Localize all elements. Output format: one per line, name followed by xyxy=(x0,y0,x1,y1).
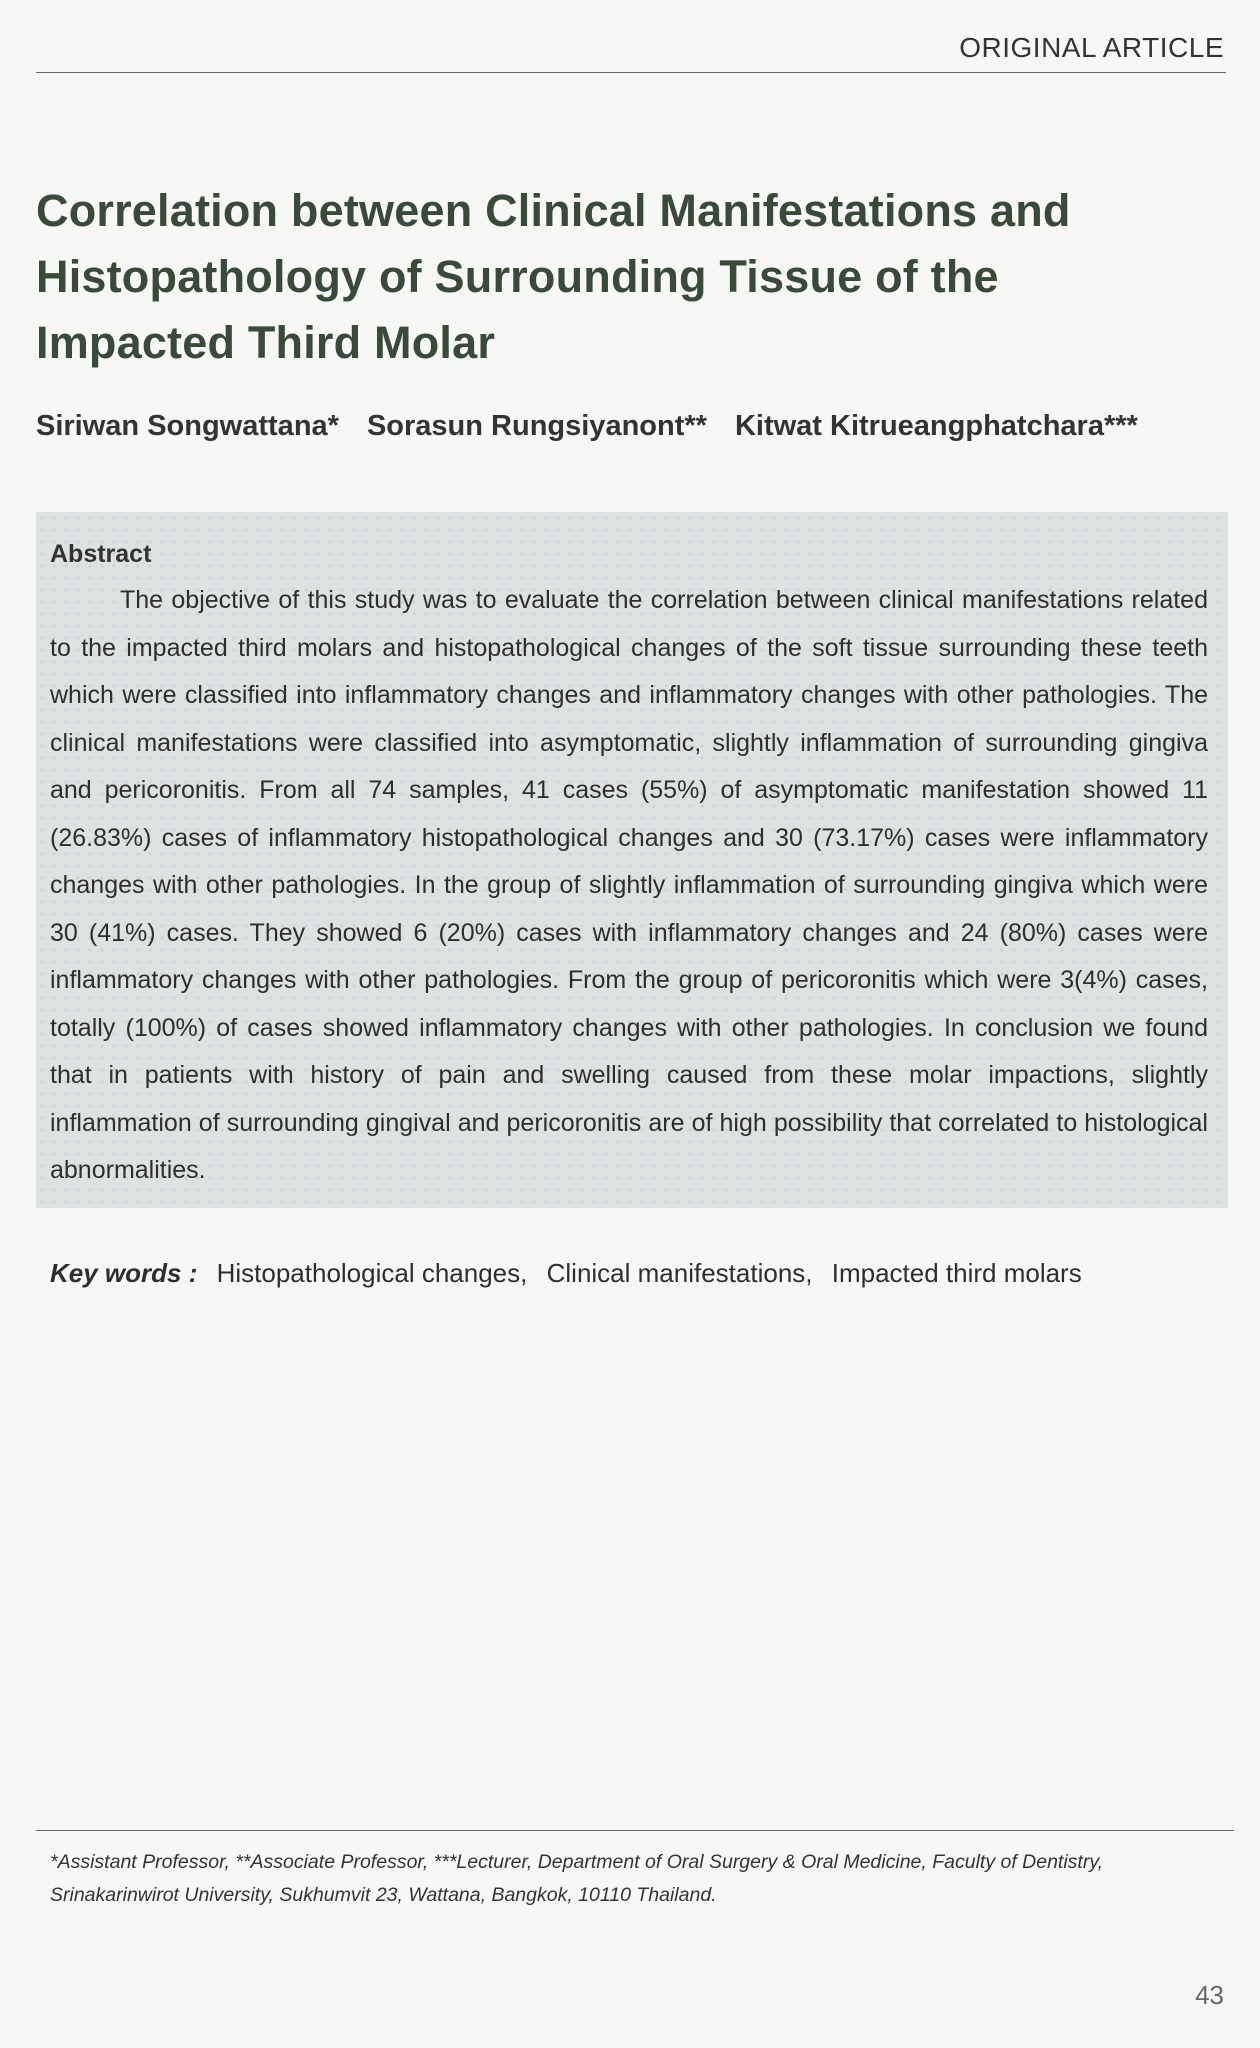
article-title: Correlation between Clinical Manifestations and Histopathology of Surrounding Tissue of the Impacted Third Molar xyxy=(36,185,1071,368)
author-name: Siriwan Songwattana* xyxy=(36,410,339,442)
abstract-box xyxy=(36,512,1228,1208)
footnote-divider xyxy=(36,1830,1234,1831)
keywords-line xyxy=(50,1258,1082,1289)
author-name: Sorasun Rungsiyanont** xyxy=(366,410,707,442)
author-name: Kitwat Kitrueangphatchara*** xyxy=(734,410,1138,442)
author-list xyxy=(36,410,1138,443)
abstract-text: The objective of this study was to evaluate the correlation between clinical manifestations related to the impacted third molars and histopathological changes of the soft tissue surrounding these teeth which were classified into inflammatory changes and inflammatory changes with other pathologies. The clinical manifestations were classified into asymptomatic, slightly inflammation of surrounding gingiva and pericoronitis. From all 74 samples, 41 cases (55%) of asymptomatic manifestation showed 11 (26.83%) cases of inflammatory histopathological changes and 30 (73.17%) cases were inflammatory changes with other pathologies. In the group of slightly inflammation of surrounding gingiva which were 30 (41%) cases. They showed 6 (20%) cases with inflammatory changes and 24 (80%) cases were inflammatory changes with other pathologies. From the group of pericoronitis which were 3(4%) cases, totally (100%) of cases showed inflammatory changes with other pathologies. In conclusion we found that in patients with history of pain and swelling caused from these molar impactions, slightly inflammation of surrounding gingival and pericoronitis are of high possibility that correlated to histological abnormalities. xyxy=(50,586,1208,1184)
header-divider xyxy=(36,72,1226,73)
keyword-item: Clinical manifestations, xyxy=(546,1258,813,1288)
abstract-heading: Abstract xyxy=(50,540,152,568)
page-number: 43 xyxy=(1195,1980,1224,2010)
keyword-item: Histopathological changes, xyxy=(216,1258,528,1288)
author-affiliation-footnote: *Assistant Professor, **Associate Professor, ***Lecturer, Department of Oral Surgery & Oral Medicine, Faculty of Dentistry, Srinakarinwirot University, Sukhumvit 23, Wattana, Bangkok, 10110 Thailand. xyxy=(50,1851,1104,1906)
keywords-label: Key words : xyxy=(50,1258,198,1288)
section-label: ORIGINAL ARTICLE xyxy=(959,32,1224,63)
keyword-item: Impacted third molars xyxy=(831,1258,1082,1288)
